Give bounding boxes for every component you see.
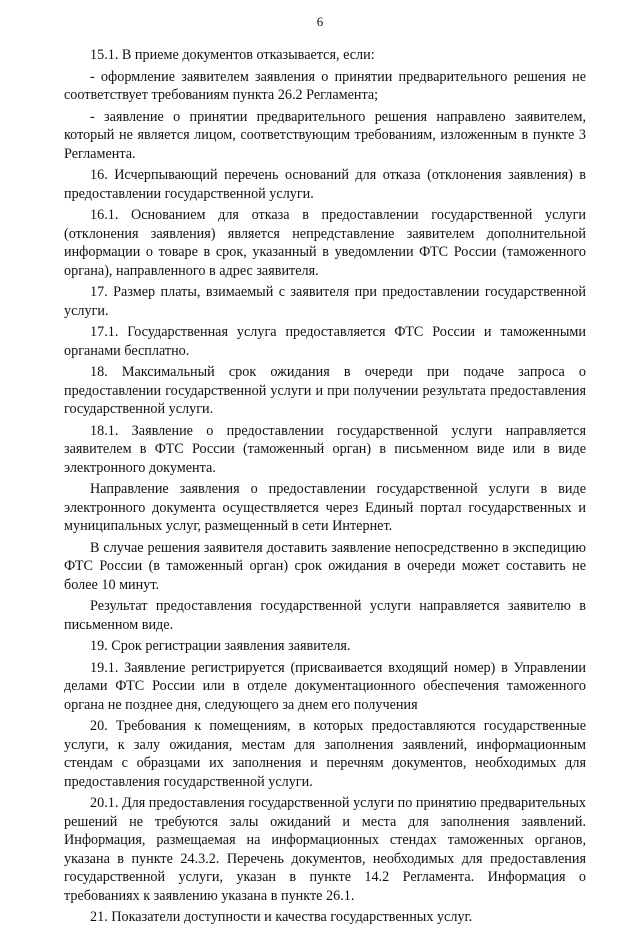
- paragraph-15-1-item-2: - заявление о принятии предварительного решения направлено заявителем, который не является лицом, соответствующим требованиям, изложенным в пункте 3 Регламента.: [64, 108, 586, 162]
- paragraph-15-1: 15.1. В приеме документов отказывается, если:: [90, 47, 375, 63]
- paragraph-20: 20. Требования к помещениям, в которых предоставляются государственные услуги, к залу ожидания, местам для заполнения заявлений, информационным стендам с образцами их заполнения и перечням документов, необходимых для предоставления государственной услуги.: [64, 718, 586, 790]
- paragraph-18-1-electronic: Направление заявления о предоставлении государственной услуги в виде электронного документа осуществляется через Единый портал государственных и муниципальных услуг, размещенный в сети Интернет.: [64, 481, 586, 534]
- paragraph-20-1: 20.1. Для предоставления государственной услуги по принятию предварительных решений не требуются залы ожиданий и места для заполнения заявлений. Информация, размещаемая на информационных стендах таможенных органов, указана в пункте 24.3.2. Перечень документов, необходимых для предоставления государственной услуги, указан в пункте 14.2 Регламента. Информация о требованиях к заявлению указана в пункте 26.1.: [64, 795, 586, 904]
- paragraph-18: 18. Максимальный срок ожидания в очереди при подаче запроса о предоставлении государственной услуги и при получении результата предоставления государственной услуги.: [64, 364, 586, 417]
- paragraph-17: 17. Размер платы, взимаемый с заявителя при предоставлении государственной услуги.: [64, 284, 586, 319]
- page-number: 6: [316, 14, 324, 29]
- paragraph-21: 21. Показатели доступности и качества государственных услуг.: [90, 909, 473, 925]
- paragraph-19: 19. Срок регистрации заявления заявителя.: [90, 638, 351, 654]
- paragraph-16-1: 16.1. Основанием для отказа в предоставлении государственной услуги (отклонения заявления) является непредставление заявителем дополнительной информации о товаре в срок, указанный в уведомлении ФТС России (таможенного органа), направленного в адрес заявителя.: [64, 207, 586, 279]
- paragraph-17-1: 17.1. Государственная услуга предоставляется ФТС России и таможенными органами бесплатно.: [64, 324, 586, 359]
- paragraph-18-1: 18.1. Заявление о предоставлении государственной услуги направляется заявителем в ФТС России (таможенный орган) в письменном виде или в виде электронного документа.: [64, 422, 586, 476]
- paragraph-18-1-direct-delivery: В случае решения заявителя доставить заявление непосредственно в экспедицию ФТС России (в таможенный орган) срок ожидания в очереди может составить не более 10 минут.: [64, 539, 586, 593]
- paragraph-18-1-result: Результат предоставления государственной услуги направляется заявителю в письменном виде.: [64, 598, 586, 633]
- paragraph-15-1-item-1: - оформление заявителем заявления о принятии предварительного решения не соответствует требованиям пункта 26.2 Регламента;: [64, 68, 586, 103]
- paragraph-16: 16. Исчерпывающий перечень оснований для отказа (отклонения заявления) в предоставлении государственной услуги.: [64, 167, 586, 202]
- document-body: [64, 46, 586, 927]
- paragraph-19-1: 19.1. Заявление регистрируется (присваивается входящий номер) в Управлении делами ФТС России или в отделе документационного обеспечения таможенного органа не позднее дня, следующего за днем его получения: [64, 659, 586, 713]
